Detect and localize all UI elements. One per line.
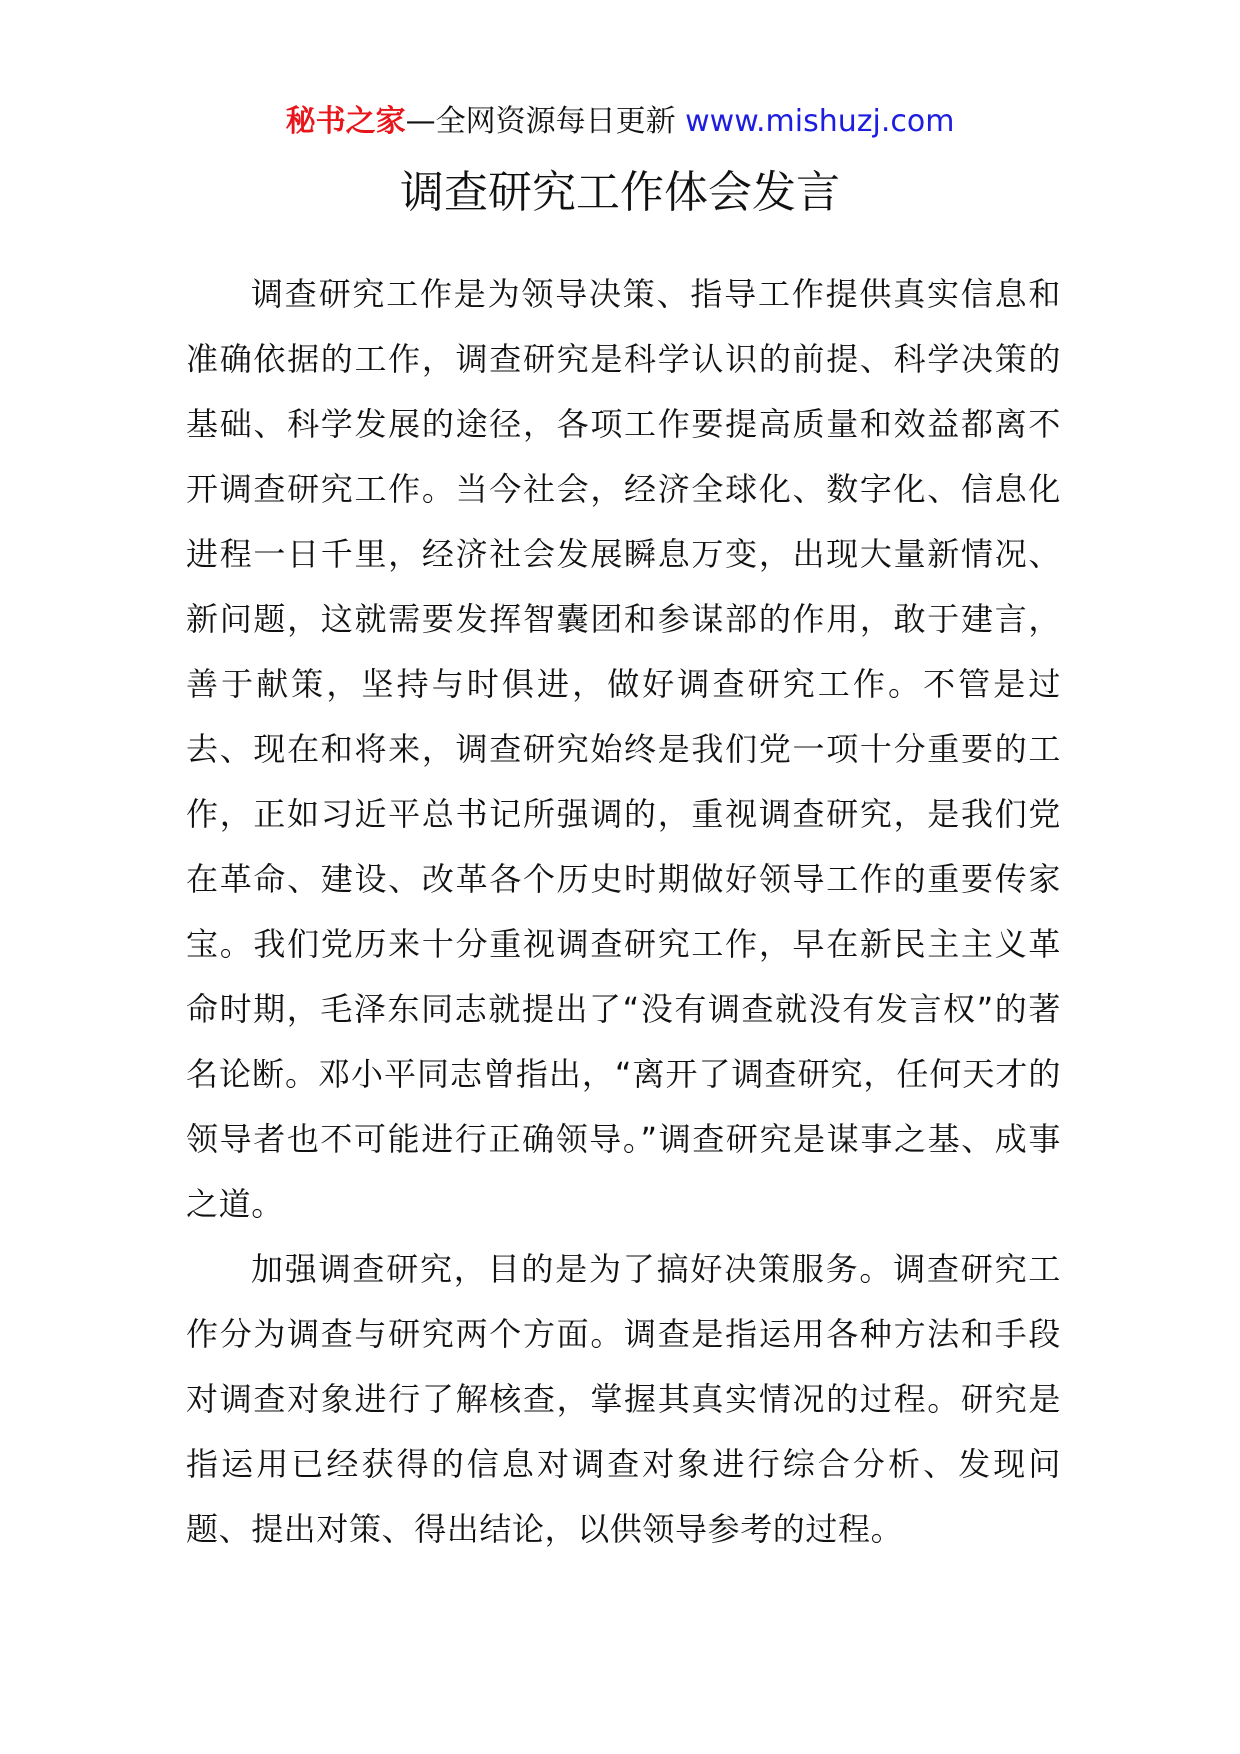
paragraph-1: 调查研究工作是为领导决策、指导工作提供真实信息和准确依据的工作，调查研究是科学认识的前提、科学决策的基础、科学发展的途径，各项工作要提高质量和效益都离不开调查研究工作。当今社会，经济全球化、数字化、信息化进程一日千里，经济社会发展瞬息万变，出现大量新情况、新问题，这就需要发挥智囊团和参谋部的作用，敢于建言，善于献策，坚持与时俱进，做好调查研究工作。不管是过去、现在和将来，调查研究始终是我们党一项十分重要的工作，正如习近平总书记所强调的，重视调查研究，是我们党在革命、建设、改革各个历史时期做好领导工作的重要传家宝。我们党历来十分重视调查研究工作，早在新民主主义革命时期，毛泽东同志就提出了“没有调查就没有发言权”的著名论断。邓小平同志曾指出，“离开了调查研究，任何天才的领导者也不可能进行正确领导。”调查研究是谋事之基、成事之道。 <box>186 275 1061 1223</box>
site-url-link[interactable]: www.mishuzj.com <box>685 104 955 139</box>
document-title: 调查研究工作体会发言 <box>400 167 840 218</box>
site-header <box>0 100 1240 144</box>
header-tagline: —全网资源每日更新 <box>405 104 676 139</box>
brand-name: 秘书之家 <box>285 104 406 139</box>
paragraph-2: 加强调查研究，目的是为了搞好决策服务。调查研究工作分为调查与研究两个方面。调查是指运用各种方法和手段对调查对象进行了解核查，掌握其真实情况的过程。研究是指运用已经获得的信息对调查对象进行综合分析、发现问题、提出对策、得出结论，以供领导参考的过程。 <box>186 1250 1061 1548</box>
document-body <box>186 262 1061 1562</box>
